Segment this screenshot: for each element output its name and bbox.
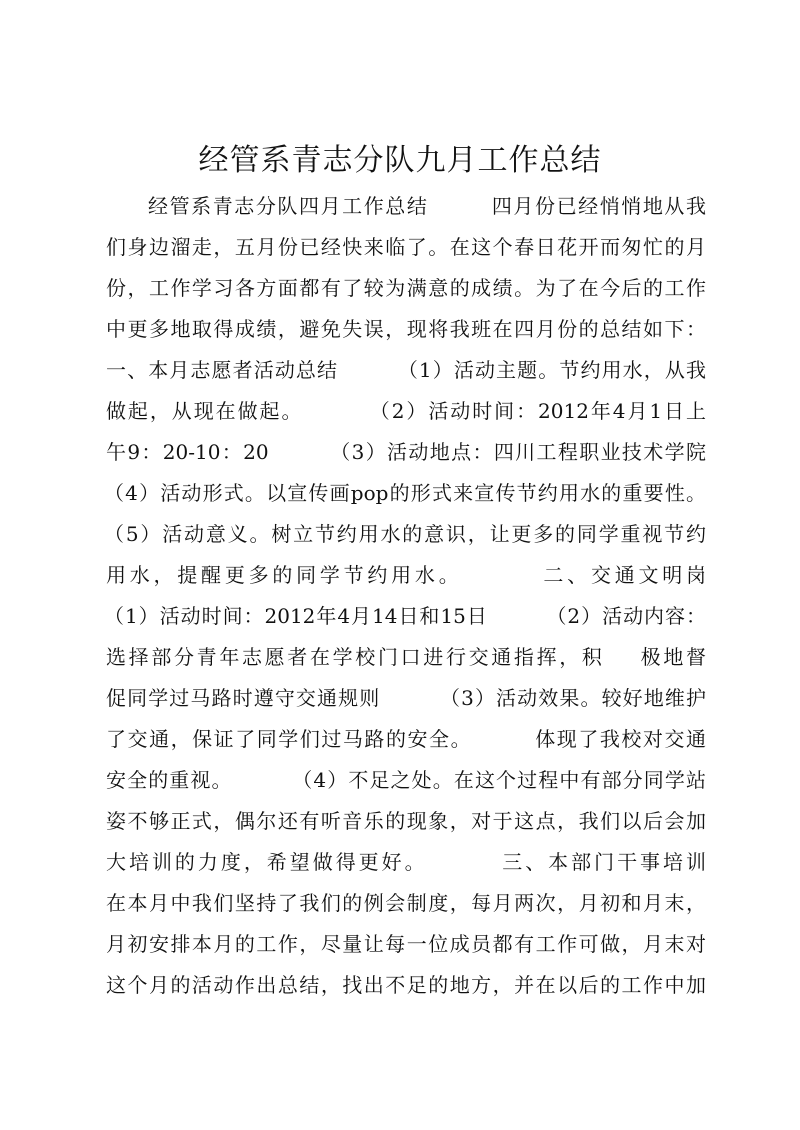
paragraph-line: 们身边溜走，五月份已经快来临了。在这个春日花开而匆忙的月 bbox=[106, 235, 706, 259]
paragraph-line: （5）活动意义。树立节约用水的意识，让更多的同学重视节约 bbox=[104, 522, 706, 546]
paragraph-line: 促同学过马路时遵守交通规则 （3）活动效果。较好地维护 bbox=[106, 686, 706, 710]
paragraph-line: 姿不够正式，偶尔还有听音乐的现象，对于这点，我们以后会加 bbox=[106, 809, 706, 833]
paragraph-line: 午9：20-10：20 （3）活动地点：四川工程职业技术学院 bbox=[106, 440, 706, 464]
document-title: 经管系青志分队九月工作总结 bbox=[198, 143, 602, 178]
paragraph-line: 经管系青志分队四月工作总结 四月份已经悄悄地从我 bbox=[148, 194, 706, 218]
paragraph-line: 份，工作学习各方面都有了较为满意的成绩。为了在今后的工作 bbox=[106, 276, 706, 300]
paragraph-line: 了交通，保证了同学们过马路的安全。 体现了我校对交通 bbox=[106, 727, 706, 751]
paragraph-line: 做起，从现在做起。 （2）活动时间：2012年4月1日上 bbox=[106, 399, 706, 423]
paragraph-line: 在本月中我们坚持了我们的例会制度，每月两次，月初和月末， bbox=[106, 891, 706, 915]
paragraph-line: 用水，提醒更多的同学节约用水。 二、交通文明岗 bbox=[106, 563, 706, 587]
paragraph-line: 安全的重视。 （4）不足之处。在这个过程中有部分同学站 bbox=[106, 768, 706, 792]
paragraph-line: 一、本月志愿者活动总结 （1）活动主题。节约用水，从我 bbox=[106, 358, 706, 382]
paragraph-line: 中更多地取得成绩，避免失误，现将我班在四月份的总结如下： bbox=[106, 317, 706, 341]
paragraph-line: 选择部分青年志愿者在学校门口进行交通指挥，积 极地督 bbox=[106, 645, 706, 669]
paragraph-line: 这个月的活动作出总结，找出不足的地方，并在以后的工作中加 bbox=[106, 973, 706, 997]
paragraph-line: 月初安排本月的工作，尽量让每一位成员都有工作可做，月末对 bbox=[106, 932, 706, 956]
paragraph-line: （1）活动时间：2012年4月14日和15日 （2）活动内容： bbox=[104, 604, 706, 628]
paragraph-line: 大培训的力度，希望做得更好。 三、本部门干事培训 bbox=[106, 850, 706, 874]
paragraph-line: （4）活动形式。以宣传画pop的形式来宣传节约用水的重要性。 bbox=[104, 481, 706, 505]
